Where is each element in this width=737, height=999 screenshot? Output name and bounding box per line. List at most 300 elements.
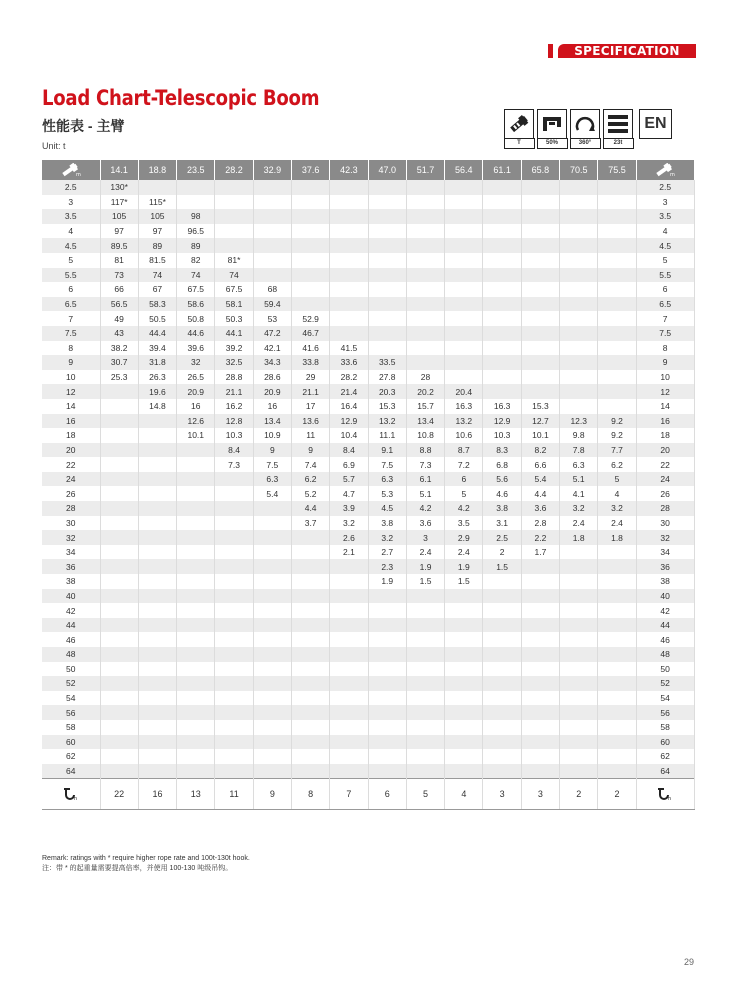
load-cell: 10.1 (177, 428, 215, 443)
load-cell: 30.7 (100, 355, 138, 370)
load-cell (483, 720, 521, 735)
load-cell: 1.5 (406, 574, 444, 589)
rope-falls-cell: 4 (445, 779, 483, 810)
load-cell (445, 341, 483, 356)
load-cell (521, 341, 559, 356)
radius-cell-right: 40 (636, 589, 694, 604)
radius-cell: 14 (42, 399, 100, 414)
radius-cell-right: 8 (636, 341, 694, 356)
load-cell (445, 662, 483, 677)
load-cell (598, 180, 636, 195)
load-cell: 9.2 (598, 414, 636, 429)
load-cell: 49 (100, 311, 138, 326)
load-cell: 6.2 (291, 472, 329, 487)
load-cell (291, 253, 329, 268)
load-cell (253, 603, 291, 618)
load-cell: 7.2 (445, 457, 483, 472)
load-cell (521, 720, 559, 735)
page-subtitle: 性能表 - 主臂 (42, 118, 125, 134)
load-cell: 1.8 (560, 530, 598, 545)
load-cell (291, 647, 329, 662)
load-cell (598, 735, 636, 750)
load-cell (138, 501, 176, 516)
radius-cell-right: 3.5 (636, 209, 694, 224)
load-cell: 5.1 (560, 472, 598, 487)
load-cell: 6.8 (483, 457, 521, 472)
load-cell (291, 735, 329, 750)
load-cell (445, 238, 483, 253)
radius-cell-right: 4.5 (636, 238, 694, 253)
load-cell (291, 224, 329, 239)
load-cell (483, 282, 521, 297)
load-cell: 16.3 (445, 399, 483, 414)
load-cell (598, 370, 636, 385)
table-row (42, 224, 694, 239)
rope-falls-cell: 3 (521, 779, 559, 810)
load-cell (445, 735, 483, 750)
load-cell: 1.5 (445, 574, 483, 589)
load-cell (215, 559, 253, 574)
load-cell (330, 603, 368, 618)
load-cell: 16.4 (330, 399, 368, 414)
load-cell: 47.2 (253, 326, 291, 341)
load-cell (521, 574, 559, 589)
radius-cell: 7 (42, 311, 100, 326)
load-cell (177, 676, 215, 691)
load-cell (406, 209, 444, 224)
load-cell (330, 764, 368, 779)
load-cell (177, 516, 215, 531)
load-cell (138, 632, 176, 647)
rope-falls-cell: 16 (138, 779, 176, 810)
table-row (42, 195, 694, 210)
load-cell (560, 735, 598, 750)
load-cell (177, 457, 215, 472)
load-cell: 2.1 (330, 545, 368, 560)
load-cell (445, 180, 483, 195)
load-cell (253, 501, 291, 516)
load-cell (253, 676, 291, 691)
load-cell: 9 (253, 443, 291, 458)
radius-cell: 58 (42, 720, 100, 735)
load-cell (100, 414, 138, 429)
load-cell (291, 603, 329, 618)
load-cell: 6 (445, 472, 483, 487)
table-row (42, 705, 694, 720)
radius-cell: 7.5 (42, 326, 100, 341)
table-row (42, 355, 694, 370)
load-cell: 56.5 (100, 297, 138, 312)
load-cell (291, 297, 329, 312)
load-cell (291, 559, 329, 574)
load-cell (483, 662, 521, 677)
load-cell (406, 326, 444, 341)
load-cell: 53 (253, 311, 291, 326)
load-cell (406, 224, 444, 239)
load-cell (215, 705, 253, 720)
radius-cell-right: 42 (636, 603, 694, 618)
load-cell (406, 603, 444, 618)
boom-length-header: 23.5 (177, 160, 215, 180)
load-cell: 7.5 (368, 457, 406, 472)
load-cell: 20.4 (445, 384, 483, 399)
load-cell (560, 647, 598, 662)
load-cell (253, 516, 291, 531)
load-cell (138, 647, 176, 662)
radius-cell: 28 (42, 501, 100, 516)
load-cell (253, 530, 291, 545)
load-cell (177, 574, 215, 589)
radius-cell-right: 46 (636, 632, 694, 647)
load-cell (560, 253, 598, 268)
radius-cell: 54 (42, 691, 100, 706)
remark-en: Remark: ratings with * require higher rope rate and 100t-130t hook. (42, 855, 250, 862)
load-cell (215, 224, 253, 239)
load-cell (598, 676, 636, 691)
load-cell (138, 530, 176, 545)
load-cell (598, 253, 636, 268)
radius-cell: 42 (42, 603, 100, 618)
load-cell: 13.2 (445, 414, 483, 429)
load-cell (483, 618, 521, 633)
hook-icon (63, 787, 79, 801)
radius-cell: 5 (42, 253, 100, 268)
load-cell: 15.3 (368, 399, 406, 414)
load-cell (560, 297, 598, 312)
load-cell (406, 341, 444, 356)
radius-header (42, 160, 100, 180)
load-cell: 19.6 (138, 384, 176, 399)
radius-cell-right: 28 (636, 501, 694, 516)
boom-length-header: 18.8 (138, 160, 176, 180)
load-cell (483, 253, 521, 268)
load-cell (100, 399, 138, 414)
load-cell (291, 282, 329, 297)
page-title: Load Chart-Telescopic Boom (42, 86, 320, 110)
radius-cell-right: 5.5 (636, 268, 694, 283)
load-cell (521, 735, 559, 750)
table-row (42, 545, 694, 560)
load-cell (560, 618, 598, 633)
radius-cell-right: 54 (636, 691, 694, 706)
load-cell (368, 720, 406, 735)
radius-cell-right: 44 (636, 618, 694, 633)
load-cell: 16 (177, 399, 215, 414)
load-cell: 3 (406, 530, 444, 545)
load-cell (445, 749, 483, 764)
load-cell: 31.8 (138, 355, 176, 370)
radius-cell: 2.5 (42, 180, 100, 195)
load-cell (445, 224, 483, 239)
radius-cell: 34 (42, 545, 100, 560)
load-cell: 81* (215, 253, 253, 268)
load-cell: 74 (177, 268, 215, 283)
table-row (42, 341, 694, 356)
load-cell (521, 589, 559, 604)
load-cell (100, 486, 138, 501)
load-cell (253, 209, 291, 224)
rope-falls-cell: 9 (253, 779, 291, 810)
load-cell (330, 647, 368, 662)
load-cell (560, 662, 598, 677)
load-cell: 3.6 (521, 501, 559, 516)
load-cell: 68 (253, 282, 291, 297)
load-cell (291, 238, 329, 253)
load-cell (521, 195, 559, 210)
load-cell (598, 268, 636, 283)
load-cell: 16 (253, 399, 291, 414)
load-cell (483, 297, 521, 312)
load-cell (138, 662, 176, 677)
radius-cell-right: 38 (636, 574, 694, 589)
load-cell (138, 574, 176, 589)
radius-cell: 32 (42, 530, 100, 545)
table-row (42, 720, 694, 735)
load-cell: 74 (138, 268, 176, 283)
radius-cell-right: 7.5 (636, 326, 694, 341)
load-cell (368, 297, 406, 312)
load-cell (215, 589, 253, 604)
load-cell (406, 253, 444, 268)
boom-length-header: 42.3 (330, 160, 368, 180)
load-cell: 12.9 (330, 414, 368, 429)
boom-length-header: 65.8 (521, 160, 559, 180)
load-cell (445, 326, 483, 341)
load-cell (406, 764, 444, 779)
load-cell: 20.9 (253, 384, 291, 399)
load-cell (253, 691, 291, 706)
load-cell (560, 574, 598, 589)
load-cell: 7.3 (406, 457, 444, 472)
radius-cell-right: 50 (636, 662, 694, 677)
remark (42, 854, 250, 874)
table-row (42, 384, 694, 399)
load-cell (521, 355, 559, 370)
load-cell (253, 545, 291, 560)
load-cell (368, 341, 406, 356)
load-cell: 46.7 (291, 326, 329, 341)
load-cell (598, 282, 636, 297)
load-cell: 9.8 (560, 428, 598, 443)
load-cell: 97 (100, 224, 138, 239)
load-cell (483, 311, 521, 326)
load-cell: 2.3 (368, 559, 406, 574)
load-cell (368, 691, 406, 706)
load-cell: 16.3 (483, 399, 521, 414)
load-cell: 3.8 (368, 516, 406, 531)
load-cell (521, 764, 559, 779)
radius-cell-right: 4 (636, 224, 694, 239)
rope-falls-cell: 11 (215, 779, 253, 810)
radius-cell-right: 9 (636, 355, 694, 370)
load-cell: 50.5 (138, 311, 176, 326)
load-cell (560, 224, 598, 239)
load-cell: 44.4 (138, 326, 176, 341)
load-cell: 3.6 (406, 516, 444, 531)
load-cell: 2.7 (368, 545, 406, 560)
load-cell (598, 705, 636, 720)
load-cell (138, 735, 176, 750)
load-cell: 10.1 (521, 428, 559, 443)
table-row (42, 749, 694, 764)
load-cell: 6.3 (560, 457, 598, 472)
load-cell (483, 632, 521, 647)
load-cell (253, 764, 291, 779)
load-cell (445, 268, 483, 283)
load-cell: 4.4 (291, 501, 329, 516)
load-cell (598, 559, 636, 574)
load-cell (177, 180, 215, 195)
load-cell (598, 764, 636, 779)
table-row (42, 428, 694, 443)
load-cell (483, 589, 521, 604)
load-cell (368, 603, 406, 618)
radius-cell: 6.5 (42, 297, 100, 312)
load-cell (521, 326, 559, 341)
load-cell (445, 282, 483, 297)
radius-cell: 10 (42, 370, 100, 385)
table-row (42, 559, 694, 574)
load-cell: 16.2 (215, 399, 253, 414)
load-cell: 13.4 (406, 414, 444, 429)
load-cell (483, 268, 521, 283)
load-cell (100, 764, 138, 779)
load-cell: 1.8 (598, 530, 636, 545)
svg-text:m: m (670, 172, 676, 177)
load-cell: 4.1 (560, 486, 598, 501)
load-cell (100, 516, 138, 531)
load-cell: 105 (138, 209, 176, 224)
radius-cell-right: 48 (636, 647, 694, 662)
table-row (42, 574, 694, 589)
radius-cell-right: 58 (636, 720, 694, 735)
load-cell: 5.4 (521, 472, 559, 487)
outrigger-icon: 50% (537, 109, 567, 139)
load-cell: 28.6 (253, 370, 291, 385)
rope-falls-cell: 2 (560, 779, 598, 810)
load-cell: 39.6 (177, 341, 215, 356)
load-cell (598, 632, 636, 647)
load-cell (291, 589, 329, 604)
rope-falls-cell: 22 (100, 779, 138, 810)
rotation-icon: 360° (570, 109, 600, 139)
load-cell: 32.5 (215, 355, 253, 370)
load-cell (445, 720, 483, 735)
load-cell (138, 443, 176, 458)
load-cell (291, 764, 329, 779)
load-cell (560, 238, 598, 253)
load-cell (368, 209, 406, 224)
load-cell (560, 384, 598, 399)
load-cell: 5 (598, 472, 636, 487)
load-cell (177, 486, 215, 501)
load-cell (215, 486, 253, 501)
table-row (42, 632, 694, 647)
load-cell (330, 311, 368, 326)
load-cell (138, 749, 176, 764)
load-cell: 8.7 (445, 443, 483, 458)
table-row (42, 297, 694, 312)
load-cell: 73 (100, 268, 138, 283)
condition-icons (504, 109, 672, 146)
radius-cell: 26 (42, 486, 100, 501)
load-cell: 8.3 (483, 443, 521, 458)
load-cell (253, 559, 291, 574)
load-cell (560, 603, 598, 618)
load-cell: 4 (598, 486, 636, 501)
load-cell (253, 720, 291, 735)
load-cell: 2.4 (445, 545, 483, 560)
table-row (42, 238, 694, 253)
load-cell (406, 691, 444, 706)
load-cell: 81 (100, 253, 138, 268)
radius-cell-right: 30 (636, 516, 694, 531)
load-cell (253, 238, 291, 253)
load-cell (483, 603, 521, 618)
table-row (42, 457, 694, 472)
load-cell (483, 705, 521, 720)
table-row (42, 443, 694, 458)
load-cell: 3.5 (445, 516, 483, 531)
load-cell (521, 647, 559, 662)
counterweight-icon: T (504, 109, 534, 139)
radius-cell-right: 36 (636, 559, 694, 574)
load-cell (521, 691, 559, 706)
load-cell: 39.2 (215, 341, 253, 356)
load-cell (368, 647, 406, 662)
load-cell (445, 603, 483, 618)
load-cell (330, 735, 368, 750)
load-cell (215, 691, 253, 706)
load-cell (560, 559, 598, 574)
load-cell (138, 589, 176, 604)
load-cell: 25.3 (100, 370, 138, 385)
load-cell (138, 428, 176, 443)
load-cell (368, 253, 406, 268)
load-cell (138, 603, 176, 618)
load-cell (368, 618, 406, 633)
load-cell (215, 749, 253, 764)
radius-cell: 4 (42, 224, 100, 239)
load-cell (138, 705, 176, 720)
load-cell: 8.2 (521, 443, 559, 458)
radius-cell: 48 (42, 647, 100, 662)
load-cell: 2.8 (521, 516, 559, 531)
radius-cell: 3 (42, 195, 100, 210)
load-cell (330, 720, 368, 735)
load-cell (177, 720, 215, 735)
table-body (42, 180, 694, 779)
load-cell: 3.1 (483, 516, 521, 531)
load-cell: 12.6 (177, 414, 215, 429)
rope-falls-row (42, 779, 694, 810)
radius-cell-right: 32 (636, 530, 694, 545)
load-cell: 6.1 (406, 472, 444, 487)
load-cell: 1.9 (445, 559, 483, 574)
load-cell (406, 632, 444, 647)
load-cell (445, 764, 483, 779)
load-cell (368, 268, 406, 283)
boom-length-header: 61.1 (483, 160, 521, 180)
load-cell (215, 209, 253, 224)
table-row (42, 676, 694, 691)
load-cell (253, 195, 291, 210)
load-cell: 4.7 (330, 486, 368, 501)
load-cell (253, 268, 291, 283)
radius-cell-right: 16 (636, 414, 694, 429)
radius-cell: 46 (42, 632, 100, 647)
load-cell (598, 589, 636, 604)
